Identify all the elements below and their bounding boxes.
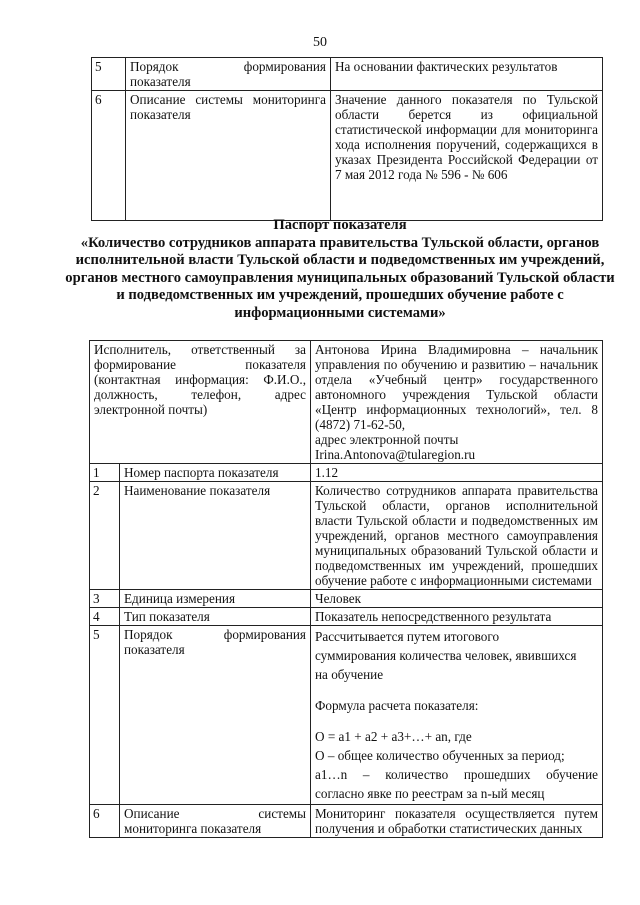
table-row bbox=[90, 626, 603, 805]
calc-line: Рассчитывается путем итогового bbox=[315, 629, 500, 644]
row-number: 5 bbox=[90, 626, 120, 805]
table-row bbox=[90, 590, 603, 608]
table-row bbox=[90, 341, 603, 464]
executor-label: Исполнитель, ответственный за формирование показателя (контактная информация: Ф.И.О., должность, телефон, адрес электронной почты) bbox=[90, 341, 311, 464]
row-value: Количество сотрудников аппарата правительства Тульской области, органов исполнительной власти Тульской области и подведомственных им учреждений, органов местного самоуправления муниципальных образований Тульской области и подведомственных им учреждений, прошедших обучение работе с информационными системами bbox=[311, 482, 603, 590]
passport-indicator-name: «Количество сотрудников аппарата правительства Тульской области, органов исполнительной власти Тульской области и подведомственных им учреждений, органов местного самоуправления муниципальных образований Тульской области и подведомственных им учреждений, прошедших обучение работе с информационными системами» bbox=[65, 234, 615, 321]
executor-email-label: адрес электронной почты bbox=[315, 432, 459, 447]
row-label: Единица измерения bbox=[120, 590, 311, 608]
row-number: 1 bbox=[90, 464, 120, 482]
passport-table bbox=[89, 340, 603, 838]
formula-definition: О – общее количество обученных за период; bbox=[315, 748, 565, 763]
row-label: Порядок формирования показателя bbox=[120, 626, 311, 805]
row-label: Описание системы мониторинга показателя bbox=[120, 805, 311, 838]
row-label: Номер паспорта показателя bbox=[120, 464, 311, 482]
formula: О = a1 + a2 + a3+…+ an, где bbox=[315, 729, 472, 744]
table-row bbox=[92, 91, 603, 221]
executor-details: Антонова Ирина Владимировна – начальник управления по обучению и развитию – начальник отдела «Учебный центр» государственного автономного учреждения Тульской области «Центр информационных технологий», тел. 8 (4872) 71-62-50, bbox=[315, 342, 598, 432]
table-row bbox=[92, 58, 603, 91]
table-row bbox=[90, 608, 603, 626]
table-row bbox=[90, 464, 603, 482]
table-row bbox=[90, 805, 603, 838]
row-number: 6 bbox=[90, 805, 120, 838]
row-value: Показатель непосредственного результата bbox=[311, 608, 603, 626]
executor-value bbox=[311, 341, 603, 464]
executor-email: Irina.Antonova@tularegion.ru bbox=[315, 447, 476, 462]
row-value: Значение данного показателя по Тульской области берется из официальной статистической информации для мониторинга хода исполнения поручений, содержащихся в указах Президента Российской Федерации от 7 мая 2012 года № 596 - № 606 bbox=[331, 91, 603, 221]
formula-definition: a1…n – количество прошедших обучение согласно явке по реестрам за n-ый месяц bbox=[315, 767, 598, 801]
calc-line: на обучение bbox=[315, 667, 384, 682]
row-label: Порядок формирования показателя bbox=[126, 58, 331, 91]
row-number: 6 bbox=[92, 91, 126, 221]
formula-caption: Формула расчета показателя: bbox=[315, 698, 479, 713]
row-label: Тип показателя bbox=[120, 608, 311, 626]
row-number: 2 bbox=[90, 482, 120, 590]
row-number: 5 bbox=[92, 58, 126, 91]
row-value: Человек bbox=[311, 590, 603, 608]
row-number: 3 bbox=[90, 590, 120, 608]
row-value: Мониторинг показателя осуществляется путем получения и обработки статистических данных bbox=[311, 805, 603, 838]
row-label: Наименование показателя bbox=[120, 482, 311, 590]
table-row bbox=[90, 482, 603, 590]
row-value bbox=[311, 626, 603, 805]
passport-heading: Паспорт показателя bbox=[273, 217, 407, 233]
row-number: 4 bbox=[90, 608, 120, 626]
calc-line: суммирования количества человек, явившихся bbox=[315, 648, 577, 663]
row-value: На основании фактических результатов bbox=[331, 58, 603, 91]
page-number: 50 bbox=[313, 35, 327, 50]
passport-title bbox=[60, 217, 620, 322]
continuation-table bbox=[91, 57, 603, 221]
row-label: Описание системы мониторинга показателя bbox=[126, 91, 331, 221]
row-value: 1.12 bbox=[311, 464, 603, 482]
